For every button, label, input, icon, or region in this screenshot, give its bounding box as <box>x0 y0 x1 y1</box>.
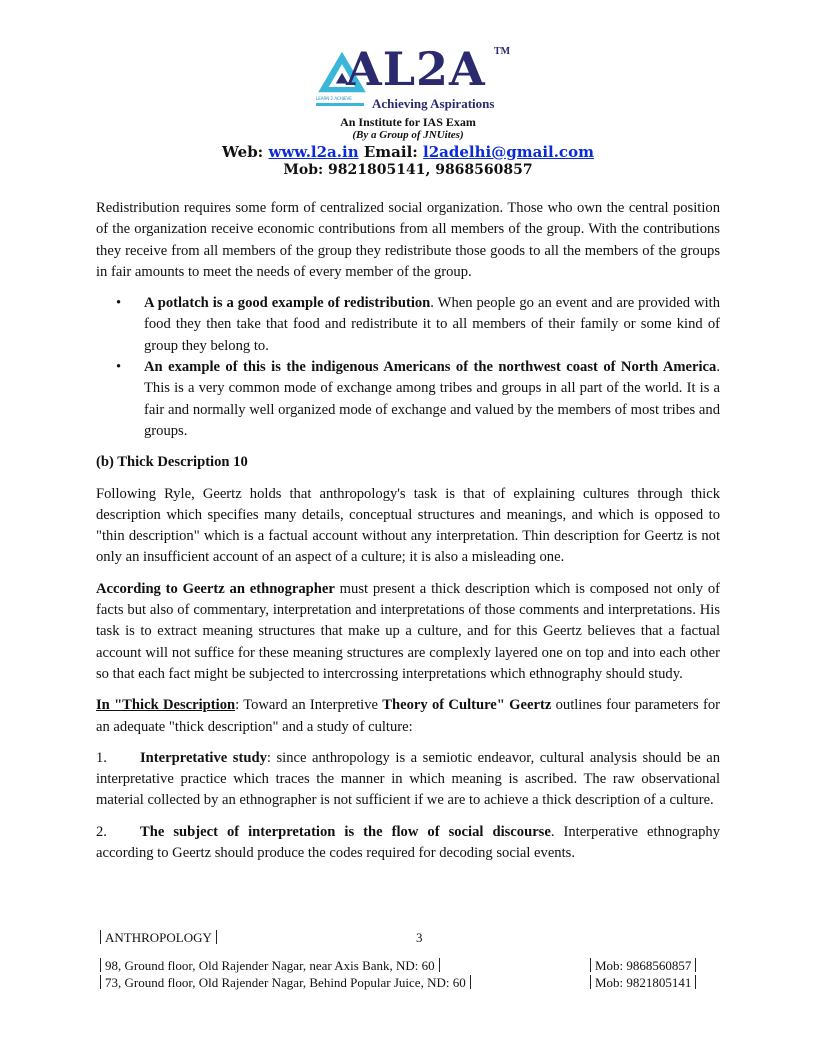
bullet-text: . When people go an event and are provided with food they then take that food and redistribute it to all members of their family or some kind of group they belong to. <box>144 295 720 354</box>
address-text: 73, Ground floor, Old Rajender Nagar, Behind Popular Juice, ND: 60 <box>105 975 466 990</box>
section-heading-text: (b) Thick Description 10 <box>96 454 248 471</box>
paragraph-ethnographer <box>96 579 720 685</box>
book-title-underlined: In "Thick Description <box>96 697 236 714</box>
logo-wordmark: AL2A <box>346 42 486 96</box>
bullet-bold: An example of this is the indigenous Americans of the northwest coast of North America <box>144 359 717 376</box>
logo-subtext: LEARN 2 ACHIEVE <box>316 96 352 101</box>
group-line: (By a Group of JNUites) <box>352 129 464 141</box>
paragraph-text: outlines four parameters for an adequate "thick description" and a study of culture: <box>96 697 721 735</box>
item-bold: The subject of interpretation is the flow of social discourse <box>140 823 551 840</box>
bullet-list <box>96 293 720 442</box>
email-link[interactable]: l2adelhi@gmail.com <box>423 143 594 161</box>
bullet-text: . This is a very common mode of exchange among tribes and groups in all part of the world. It is a fair and normally well organized mode of exchange and valued by the members of most tribes and groups. <box>144 359 720 439</box>
email-label: Email: <box>363 143 418 161</box>
mobile-text: Mob: 9821805141 <box>595 975 692 990</box>
footer-mobile-2 <box>586 975 700 991</box>
bullet-icon: • <box>116 295 122 312</box>
item-number: 2. <box>96 823 107 840</box>
bullet-icon: • <box>116 359 122 376</box>
paragraph-text: : Toward an Interpretive <box>235 697 383 714</box>
footer-address-2 <box>96 975 475 991</box>
paragraph-bold: Theory of Culture" Geertz <box>382 697 552 714</box>
logo-tagline: Achieving Aspirations <box>372 96 495 111</box>
item-bold: Interpretative study <box>140 749 267 766</box>
bullet-item <box>96 357 720 442</box>
institute-line: An Institute for IAS Exam <box>340 115 476 129</box>
footer-address-1 <box>96 958 444 974</box>
paragraph-redistribution: Redistribution requires some form of centralized social organization. Those who own the central position of the organization receive economic contributions from all members of the group. With the contributions they receive from all members of the group they redistribute those goods to all the members of the groups in fair amounts to meet the needs of every member of the group. <box>96 200 720 280</box>
page-number: 3 <box>416 930 423 945</box>
paragraph-parameters <box>96 695 720 738</box>
web-label: Web: <box>222 143 264 161</box>
address-text: 98, Ground floor, Old Rajender Nagar, near Axis Bank, ND: 60 <box>105 958 435 973</box>
numbered-item <box>96 748 720 812</box>
item-number: 1. <box>96 749 107 766</box>
paragraph-text: must present a thick description which is composed not only of facts but also of commentary, interpretation and interpretations of those comments and interpretations. His task is to extract meaning structures that make up a culture, and for this Geertz believes that a factual account will not suffice for these meaning structures are complexly layered one on top and into each other so that each fact might be subjected to intercrossing interpretations which ethnography should study. <box>96 580 721 682</box>
logo-underbar <box>316 103 364 106</box>
paragraph-ryle: Following Ryle, Geertz holds that anthropology's task is that of explaining cultures through thick description which specifies many details, conceptual structures and meanings, and which is opposed to "thin description" which is a factual account without any interpretation. Thin description for Geertz is not only an insufficient account of an aspect of a culture; it is also a misleading one. <box>96 485 720 566</box>
contact-line <box>0 143 816 161</box>
paragraph-bold-lead: According to Geertz an ethnographer <box>96 580 335 597</box>
item-text: . Interperative ethnography according to Geertz should produce the codes required for decoding social events. <box>96 823 721 862</box>
al2a-logo <box>316 44 516 114</box>
item-text: : since anthropology is a semiotic endeavor, cultural analysis should be an interpretative practice which traces the manner in which meaning is ascribed. The raw observational material collected by an ethnographer is not sufficient if we are to achieve a thick description of a culture. <box>96 749 720 809</box>
bullet-bold: A potlatch is a good example of redistribution <box>144 295 431 312</box>
footer-subject-text: ANTHROPOLOGY <box>105 930 212 945</box>
mobile-text: Mob: 9868560857 <box>595 958 692 973</box>
document-body <box>96 198 720 874</box>
bullet-item <box>96 293 720 357</box>
footer-subject <box>96 930 221 946</box>
mobile-line: Mob: 9821805141, 9868560857 <box>283 162 533 178</box>
website-link[interactable]: www.l2a.in <box>268 143 359 161</box>
numbered-item <box>96 822 720 865</box>
footer-mobile-1 <box>586 958 700 974</box>
trademark-mark: TM <box>494 46 511 57</box>
section-heading <box>96 452 720 473</box>
